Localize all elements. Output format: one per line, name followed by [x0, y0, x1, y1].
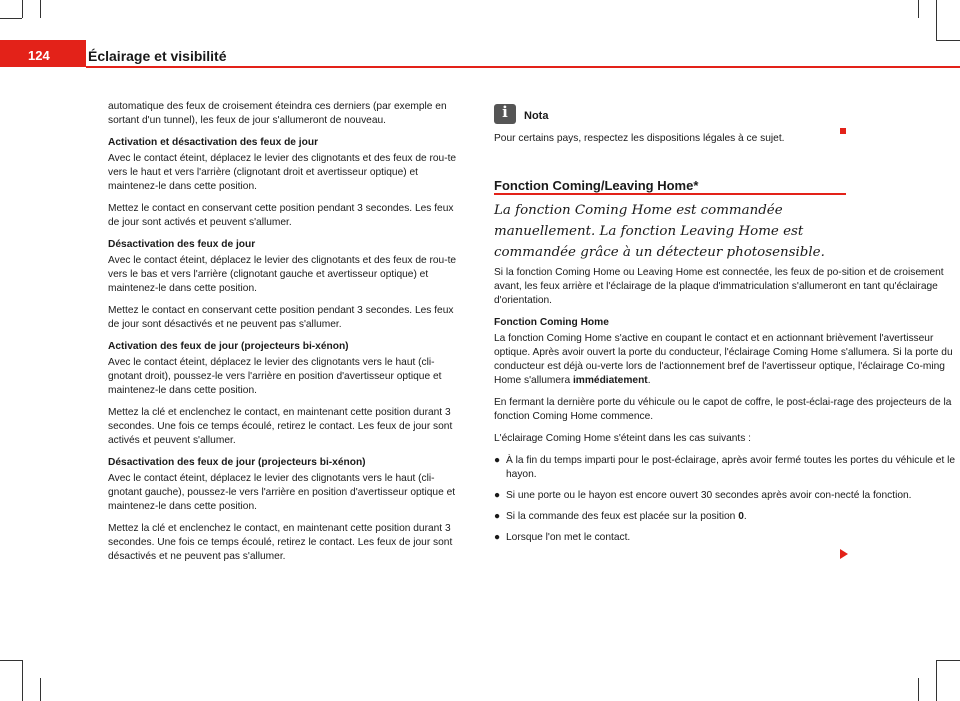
end-of-section-marker	[840, 128, 846, 134]
left-column	[108, 100, 460, 572]
list-item-text: Si une porte ou le hayon est encore ouvert 30 secondes après avoir con-necté la fonction.	[506, 490, 912, 501]
crop-mark	[22, 0, 23, 18]
paragraph: Mettez le contact en conservant cette position pendant 3 secondes. Les feux de jour sont désactivés et ne peuvent pas s'allumer.	[108, 305, 454, 330]
emphasis: 0	[738, 511, 744, 522]
text-run: La fonction Coming Home s'active en coupant le contact et en actionnant brièvement l'avertisseur optique. Après avoir ouvert la porte du conducteur, l'éclairage Coming Home s'allumera. Si la porte du conducteur est déjà ou-verte lors de l'actionnement bref de l'avertisseur optique, l'éclairage Co-ming Home s'allumera	[494, 333, 953, 386]
paragraph	[494, 332, 960, 388]
list-item	[494, 489, 960, 503]
note-box	[494, 103, 846, 154]
paragraph: automatique des feux de croisement éteindra ces derniers (par exemple en sortant d'un tunnel), les feux de jour s'allumeront de nouveau.	[108, 101, 447, 126]
crop-mark	[0, 660, 22, 661]
list-item	[494, 454, 960, 482]
paragraph: Avec le contact éteint, déplacez le levier des clignotants vers le haut (cli-gnotant droit), poussez-le vers l'arrière en position d'avertisseur optique et maintenez-le dans cette position.	[108, 357, 442, 396]
list-item	[494, 510, 960, 524]
crop-mark	[40, 0, 41, 18]
crop-mark	[0, 18, 22, 19]
paragraph: Avec le contact éteint, déplacez le levier des clignotants et des feux de rou-te vers le haut et vers l'arrière (clignotant droit et avertisseur optique) et maintenez-le dans cette position.	[108, 153, 457, 192]
subheading: Fonction Coming Home	[494, 317, 609, 328]
note-text: Pour certains pays, respectez les dispositions légales à ce sujet.	[494, 133, 785, 144]
text-run: .	[743, 511, 747, 522]
emphasis: immédiatement	[572, 375, 648, 386]
paragraph: Si la fonction Coming Home ou Leaving Home est connectée, les feux de po-sition et de croisement avant, les feux arrière et l'éclairage de la plaque d'immatriculation s'allumeront en tant qu'éclairage d'orientation.	[494, 267, 944, 306]
text-run: .	[647, 375, 651, 386]
crop-mark	[936, 660, 937, 701]
subheading: Activation des feux de jour (projecteurs bi-xénon)	[108, 341, 349, 352]
page-number: 124	[28, 48, 50, 63]
note-title: Nota	[524, 110, 549, 122]
subheading: Désactivation des feux de jour	[108, 239, 256, 250]
section-title: Fonction Coming/Leaving Home*	[494, 178, 699, 193]
chapter-title: Éclairage et visibilité	[88, 48, 227, 64]
info-icon-glyph: i	[502, 103, 508, 121]
crop-mark	[936, 40, 960, 41]
crop-mark	[22, 660, 23, 701]
bullet-icon: ●	[494, 532, 501, 543]
bullet-icon: ●	[494, 511, 501, 522]
info-icon	[494, 104, 516, 124]
crop-mark	[918, 678, 919, 701]
crop-mark	[918, 0, 919, 18]
list-item-text: À la fin du temps imparti pour le post-éclairage, après avoir fermé toutes les portes du véhicule et le hayon.	[506, 455, 956, 480]
list-item-text: Lorsque l'on met le contact.	[506, 532, 631, 543]
crop-mark	[936, 0, 937, 40]
subheading: Activation et désactivation des feux de jour	[108, 137, 319, 148]
section-intro: La fonction Coming Home est commandée manuellement. La fonction Leaving Home est commandée grâce à un détecteur photosensible.	[494, 203, 825, 260]
paragraph: Mettez la clé et enclenchez le contact, en maintenant cette position durant 3 secondes. Une fois ce temps écoulé, retirez le contact. Les feux de jour sont désactivés et ne peuvent pas s'allumer.	[108, 523, 453, 562]
crop-mark	[40, 678, 41, 701]
bullet-icon: ●	[494, 455, 501, 466]
header-rule	[86, 66, 960, 68]
paragraph: L'éclairage Coming Home s'éteint dans les cas suivants :	[494, 433, 752, 444]
paragraph: Mettez la clé et enclenchez le contact, en maintenant cette position durant 3 secondes. Une fois ce temps écoulé, retirez le contact. Les feux de jour sont activés et peuvent s'allumer.	[108, 407, 453, 446]
continue-arrow-icon	[840, 549, 848, 559]
paragraph: Mettez le contact en conservant cette position pendant 3 secondes. Les feux de jour sont activés et peuvent s'allumer.	[108, 203, 454, 228]
section-rule	[494, 193, 846, 195]
crop-mark	[936, 660, 960, 661]
subheading: Désactivation des feux de jour (projecteurs bi-xénon)	[108, 457, 366, 468]
bullet-icon: ●	[494, 490, 501, 501]
right-column	[494, 266, 960, 552]
list-item-text: Si la commande des feux est placée sur la position	[506, 511, 739, 522]
paragraph: Avec le contact éteint, déplacez le levier des clignotants vers le haut (cli-gnotant gauche), poussez-le vers l'arrière en position d'avertisseur optique et maintenez-le dans cette position.	[108, 473, 456, 512]
paragraph: Avec le contact éteint, déplacez le levier des clignotants et des feux de rou-te vers le bas et vers l'arrière (clignotant gauche et avertisseur optique) et maintenez-le dans cette position.	[108, 255, 457, 294]
paragraph: En fermant la dernière porte du véhicule ou le capot de coffre, le post-éclai-rage des projecteurs de la fonction Coming Home commence.	[494, 397, 952, 422]
list-item	[494, 531, 960, 545]
